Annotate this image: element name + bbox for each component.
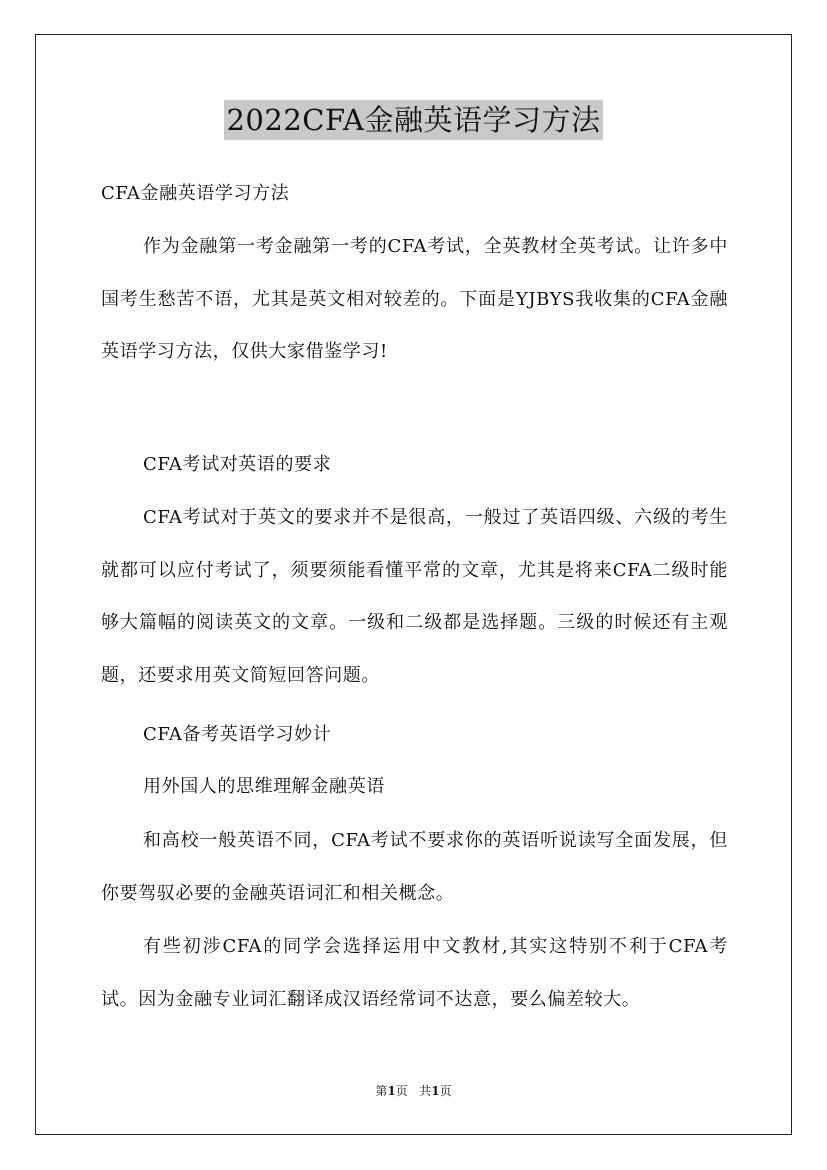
requirement-paragraph: CFA考试对于英文的要求并不是很高，一般过了英语四级、六级的考生就都可以应付考试了，须要须能看懂平常的文章，尤其是将来CFA二级时能够大篇幅的阅读英文的文章。一级和二级都是选择题。三级的时候还有主观题，还要求用英文简短回答问题。 — [101, 507, 728, 686]
section-heading-requirement: CFA考试对英语的要求 — [143, 454, 332, 475]
page-footer — [0, 1082, 827, 1100]
intro-paragraph: 作为金融第一考金融第一考的CFA考试，全英教材全英考试。让许多中国考生愁苦不语，尤其是英文相对较差的。下面是YJBYS我收集的CFA金融英语学习方法，仅供大家借鉴学习! — [101, 236, 728, 362]
subtitle-line: CFA金融英语学习方法 — [101, 183, 290, 204]
textbook-paragraph: 有些初涉CFA的同学会选择运用中文教材,其实这特别不利于CFA考试。因为金融专业词汇翻译成汉语经常词不达意，要么偏差较大。 — [101, 936, 728, 1010]
footer-total-unit: 页 — [439, 1084, 452, 1098]
document-title: 2022CFA金融英语学习方法 — [224, 100, 602, 140]
footer-total-pages: 1 — [431, 1084, 440, 1098]
section-heading-tips: CFA备考英语学习妙计 — [143, 724, 332, 745]
thinking-paragraph: 和高校一般英语不同，CFA考试不要求你的英语听说读写全面发展，但你要驾驭必要的金融英语词汇和相关概念。 — [101, 830, 728, 904]
footer-total-prefix: 共 — [419, 1084, 432, 1098]
footer-page-prefix: 第 — [375, 1084, 388, 1098]
title-wrap — [0, 100, 827, 140]
footer-page-unit: 页 — [395, 1084, 408, 1098]
section-heading-thinking: 用外国人的思维理解金融英语 — [143, 776, 385, 797]
footer-page-number: 1 — [387, 1084, 396, 1098]
